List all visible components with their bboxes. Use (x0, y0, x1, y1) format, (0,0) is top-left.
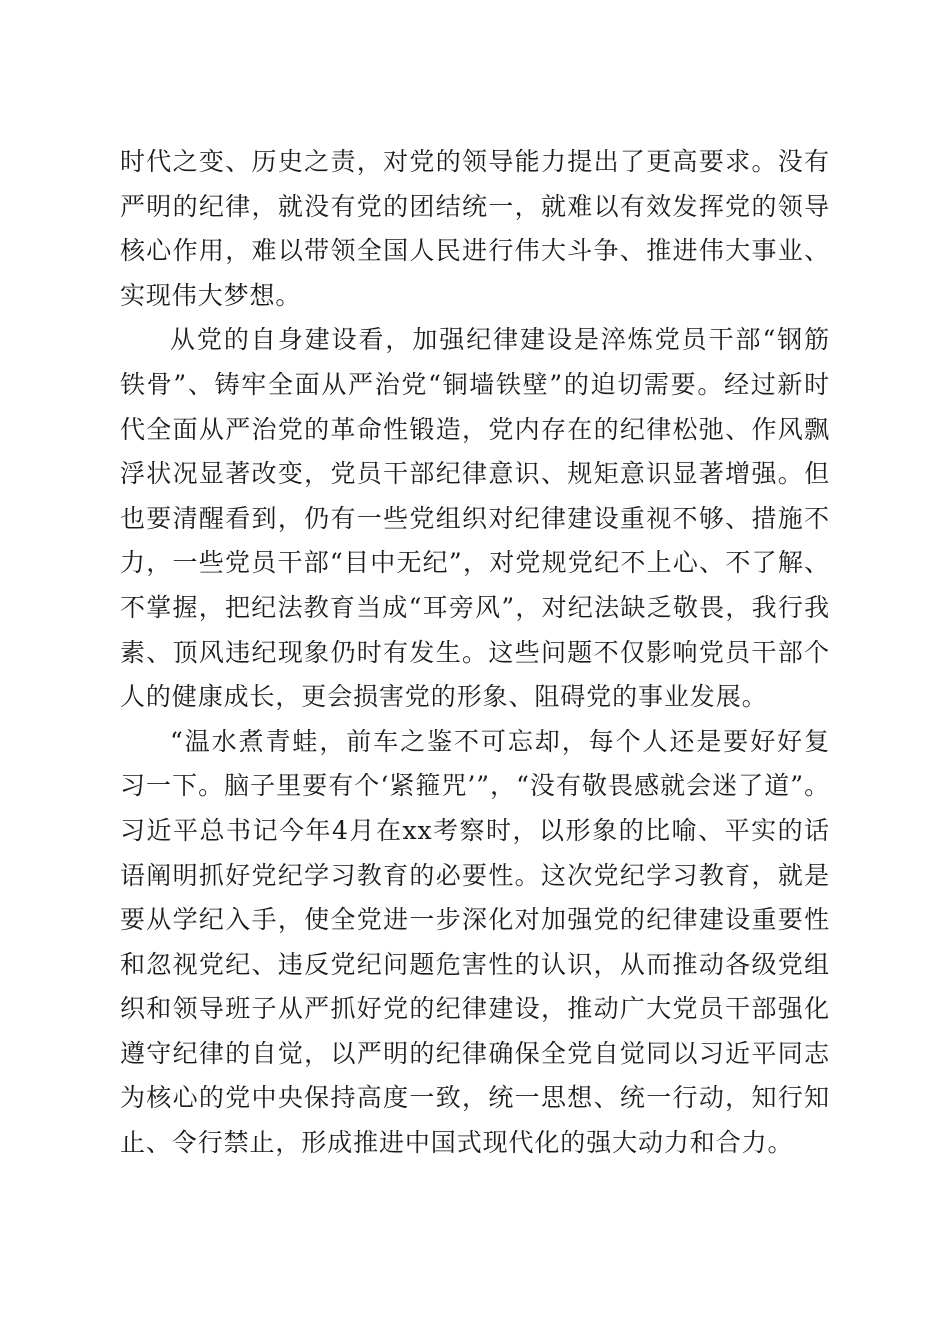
paragraph-3: “温水煮青蛙，前车之鉴不可忘却，每个人还是要好好复习一下。脑子里要有个‘紧箍咒’”，“没有敬畏感就会迷了道”。习近平总书记今年4月在xx考察时，以形象的比喻、平实的话语阐明抓好党纪学习教育的必要性。这次党纪学习教育，就是要从学纪入手，使全党进一步深化对加强党的纪律建设重要性和忽视党纪、违反党纪问题危害性的认识，从而推动各级党组织和领导班子从严抓好党的纪律建设，推动广大党员干部强化遵守纪律的自觉，以严明的纪律确保全党自觉同以习近平同志为核心的党中央保持高度一致，统一思想、统一行动，知行知止、令行禁止，形成推进中国式现代化的强大动力和合力。 (120, 726, 830, 1158)
paragraph-1: 时代之变、历史之责，对党的领导能力提出了更高要求。没有严明的纪律，就没有党的团结统一，就难以有效发挥党的领导核心作用，难以带领全国人民进行伟大斗争、推进伟大事业、实现伟大梦想。 (120, 147, 830, 310)
paragraph-2: 从党的自身建设看，加强纪律建设是淬炼党员干部“钢筋铁骨”、铸牢全面从严治党“铜墙铁壁”的迫切需要。经过新时代全面从严治党的革命性锻造，党内存在的纪律松弛、作风飘浮状况显著改变，党员干部纪律意识、规矩意识显著增强。但也要清醒看到，仍有一些党组织对纪律建设重视不够、措施不力，一些党员干部“目中无纪”，对党规党纪不上心、不了解、不掌握，把纪法教育当成“耳旁风”，对纪法缺乏敬畏，我行我素、顶风违纪现象仍时有发生。这些问题不仅影响党员干部个人的健康成长，更会损害党的形象、阻碍党的事业发展。 (120, 325, 830, 712)
body-text (120, 140, 830, 1166)
